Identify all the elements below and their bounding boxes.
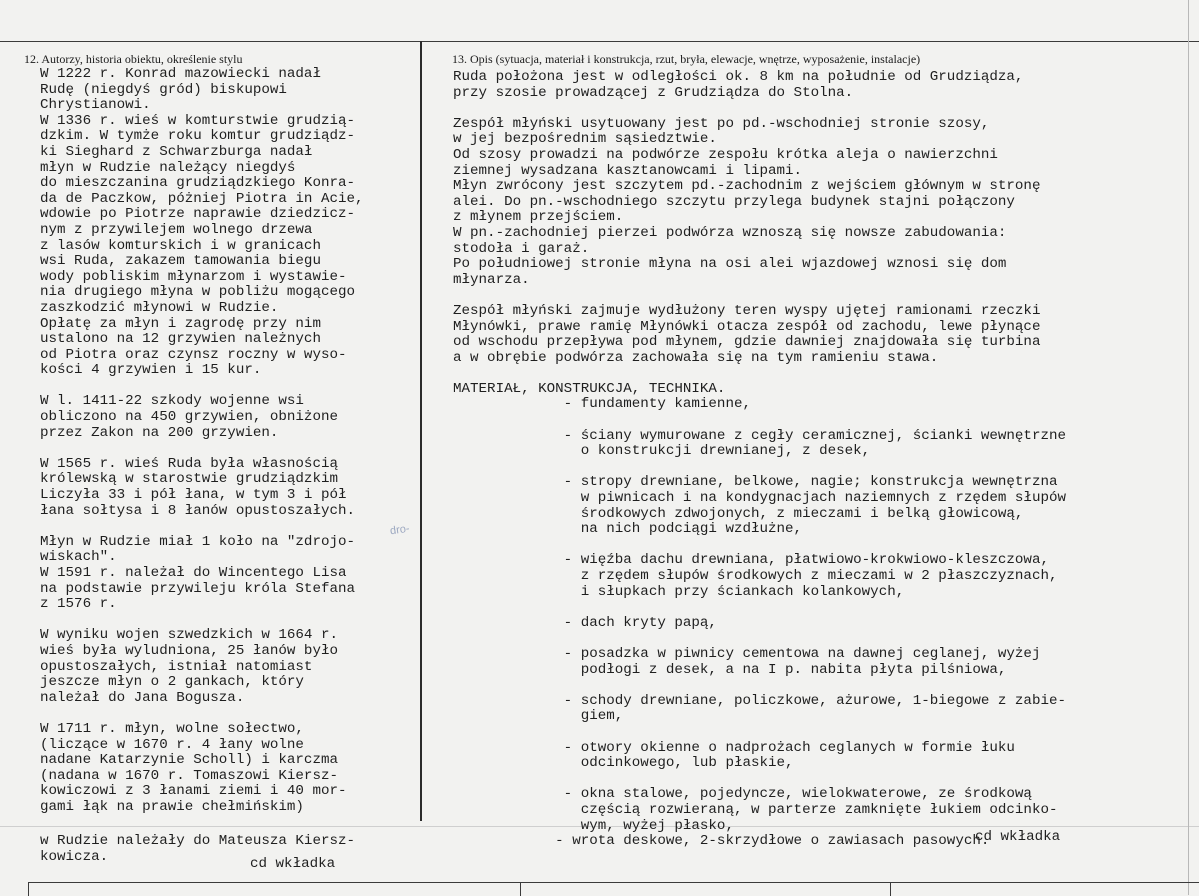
history-text: W 1222 r. Konrad mazowiecki nadał Rudę (niegdyś gród) biskupowi Chrystianowi. W 1336 r. wieś w komturstwie grudzią- dzkim. W tymże roku komtur grudziądz- ki Sieghard z Schwarzburga nadał młyn w Rudzie należący niegdyś do mieszczanina grudziądzkiego Konra- da de Paczkow, póżniej Piotra in Acie, wdowie po Piotrze naprawie dziedzicz- nym z przywilejem wolnego drzewa z lasów komturskich i w granicach wsi Ruda, zakazem tamowania biegu wody pobliskim młynarzom i wystawie- nia drugiego młyna w pobliżu mogącego zaszkodzić młynowi w Rudzie. Opłatę za młyn i zagrodę przy nim ustalono na 12 grzywien należnych od Piotra oraz czynsz roczny w wyso- kości 4 grzywien i 15 kur. W l. 1411-22 szkody wojenne wsi obliczono na 450 grzywien, obniżone przez Zakon na 200 grzywien. W 1565 r. wieś Ruda była własnością królewską w starostwie grudziądzkim Liczyła 33 i pół łana, w tym 3 i pół łana sołtysa i 8 łanów opustoszałych. Młyn w Rudzie miał 1 koło na "zdrojo- wiskach". W 1591 r. należał do Wincentego Lisa na podstawie przywileju króla Stefana z 1576 r. W wyniku wojen szwedzkich w 1664 r. wieś była wyludniona, 25 łanów było opustoszałych, istniał natomiast jeszcze młyn o 2 gankach, który należał do Jana Bogusza. W 1711 r. młyn, wolne sołectwo, (liczące w 1670 r. 4 łany wolne nadane Katarzynie Scholl) i karczma (nadana w 1670 r. Tomaszowi Kiersz- kowiczowi z 3 łanami ziemi i 40 mor- gami łąk na prawie chełmińskim) [40,66,364,815]
bottom-tick [28,882,29,896]
left-continued-note: cd wkładka [250,856,336,872]
bottom-tick [890,882,891,896]
handwritten-note: dro- [389,522,411,538]
section-13-header: 13. Opis (sytuacja, materiał i konstrukcja, rzut, bryła, elewacje, wnętrze, wyposażenie, instalacje) [452,52,921,66]
page-edge [1188,0,1189,895]
top-rule [0,41,1199,42]
right-continued-note: cd wkładka [975,829,1061,845]
description-text: Ruda położona jest w odległości ok. 8 km na południe od Grudziądza, przy szosie prowadzącej z Grudziądza do Stolna. Zespół młyński usytuowany jest po pd.-wschodniej stronie szosy, w jej bezpośrednim sąsiedztwie. Od szosy prowadzi na podwórze zespołu krótka aleja o nawierzchni ziemnej wysadzana kasztanowcami i lipami. Młyn zwrócony jest szczytem pd.-zachodnim z wejściem głównym w stronę alei. Do pn.-wschodniego szczytu przylega budynek stajni połączony z młynem przejściem. W pn.-zachodniej pierzei podwórza wznoszą się nowsze zabudowania: stodoła i garaż. Po południowej stronie młyna na osi alei wjazdowej wznosi się dom młynarza. Zespół młyński zajmuje wydłużony teren wyspy ujętej ramionami rzeczki Młynówki, prawe ramię Młynówki otacza zespół od zachodu, lewe płynące od wschodu przepływa pod młynem, gdzie dawniej znajdowała się turbina a w obrębie podwórza zachowała się na tym ramieniu stawa. MATERIAŁ, KONSTRUKCJA, TECHNIKA. - fundamenty kamienne, - ściany wymurowane z cegły ceramicznej, ścianki wewnętrzne o konstrukcji drewnianej, z desek, - stropy drewniane, belkowe, nagie; konstrukcja wewnętrzna w piwnicach i na kondygnacjach naziemnych z rzędem słupów środkowych zdwojonych, z mieczami i belką głowicową, na nich podciągi wzdłużne, - więźba dachu drewniana, płatwiowo-krokwiowo-kleszczowa, z rzędem słupów środkowych z mieczami w 2 płaszczyznach, i słupkach przy ściankach kolankowych, - dach kryty papą, - posadzka w piwnicy cementowa na dawnej ceglanej, wyżej podłogi z desek, a na I p. nabita płyta pilśniowa, - schody drewniane, policzkowe, ażurowe, 1-biegowe z zabie- giem, - otwory okienne o nadprożach ceglanych w formie łuku odcinkowego, lub płaskie, - okna stalowe, pojedyncze, wielokwaterowe, ze środkową częścią rozwieraną, w parterze zamknięte łukiem odcinko- wym, wyżej płasko, - wrota deskowe, 2-skrzydłowe o zawiasach pasowych. [453,69,1066,850]
column-divider [420,41,422,821]
section-12-header: 12. Autorzy, historia obiektu, określenie stylu [24,52,243,66]
bottom-rule [28,882,1199,883]
history-continuation: w Rudzie należały do Mateusza Kiersz- kowicza. [40,833,356,865]
bottom-tick [520,882,521,896]
